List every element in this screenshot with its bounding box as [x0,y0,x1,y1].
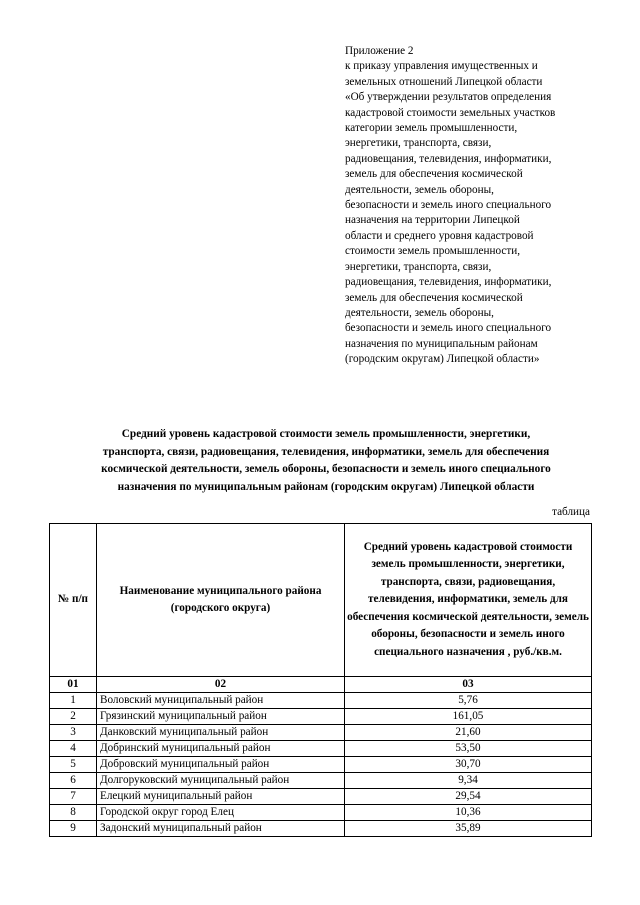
district-name: Елецкий муниципальный район [97,789,345,805]
row-number: 5 [50,757,97,773]
cadastral-value: 30,70 [345,757,592,773]
row-number: 2 [50,709,97,725]
row-number: 4 [50,741,97,757]
title-line: Средний уровень кадастровой стоимости земель промышленности, энергетики, [121,428,531,440]
cadastral-value: 35,89 [345,821,592,837]
appendix-line: радиовещания, телевидения, информатики, [345,276,552,289]
title-line: назначения по муниципальным районам (городским округам) Липецкой области [117,480,535,493]
appendix-line: к приказу управления имущественных и [345,60,538,73]
column-number: 01 [50,677,97,693]
district-name: Городской округ город Елец [97,805,345,821]
appendix-line: (городским округам) Липецкой области» [345,353,540,366]
appendix-line: «Об утверждении результатов определения [345,91,552,104]
appendix-line: земель для обеспечения космической [345,168,523,181]
row-number: 8 [50,805,97,821]
appendix-line: деятельности, земель обороны, [345,306,494,319]
appendix-line: назначения по муниципальным районам [345,337,538,350]
appendix-line: безопасности и земель иного специального [345,322,552,335]
row-number: 7 [50,789,97,805]
header-value: Средний уровень кадастровой стоимости земель промышленности, энергетики, транспорта, связи, радиовещания, телевидения, информатики, земель для обеспечения космической деятельности, земель обороны, безопасности и земель иного специального назначения , руб./кв.м. [345,524,592,677]
district-name: Воловский муниципальный район [97,693,345,709]
cadastral-value: 29,54 [345,789,592,805]
cadastral-value: 161,05 [345,709,592,725]
appendix-line: кадастровой стоимости земельных участков [345,106,556,119]
title-line: транспорта, связи, радиовещания, телевидения, информатики, земель для обеспечения [102,445,550,458]
row-number: 1 [50,693,97,709]
cadastral-value: 10,36 [345,805,592,821]
table-header-row [50,524,592,677]
appendix-line: земель для обеспечения космической [345,291,523,304]
district-name: Долгоруковский муниципальный район [97,773,345,789]
row-number: 6 [50,773,97,789]
appendix-note [345,44,625,368]
cadastral-value: 5,76 [345,693,592,709]
cadastral-value-table [49,523,592,837]
row-number: 9 [50,821,97,837]
appendix-line: категории земель промышленности, [345,122,518,135]
cadastral-value: 53,50 [345,741,592,757]
header-name: Наименование муниципального района (городского округа) [97,524,345,677]
appendix-line: стоимости земель промышленности, [345,245,520,258]
appendix-line: области и среднего уровня кадастровой [345,229,534,242]
table-row [50,805,592,821]
document-title [40,426,612,496]
appendix-line: радиовещания, телевидения, информатики, [345,152,552,165]
table-row [50,709,592,725]
title-line: космической деятельности, земель обороны, безопасности и земель иного специального [101,463,551,475]
appendix-line: деятельности, земель обороны, [345,183,494,196]
table-row [50,741,592,757]
header-num: № п/п [50,524,97,677]
appendix-line: энергетики, транспорта, связи, [345,260,492,273]
cadastral-value: 21,60 [345,725,592,741]
table-row [50,757,592,773]
appendix-line: Приложение 2 [345,45,414,57]
table-row [50,725,592,741]
row-number: 3 [50,725,97,741]
table-row [50,789,592,805]
district-name: Данковский муниципальный район [97,725,345,741]
district-name: Добровский муниципальный район [97,757,345,773]
appendix-line: энергетики, транспорта, связи, [345,137,492,150]
table-label: таблица [552,506,590,518]
table-row [50,693,592,709]
appendix-line: земельных отношений Липецкой области [345,75,543,88]
column-number-row [50,677,592,693]
district-name: Грязинский муниципальный район [97,709,345,725]
table-row [50,773,592,789]
table-row [50,821,592,837]
cadastral-value: 9,34 [345,773,592,789]
district-name: Задонский муниципальный район [97,821,345,837]
district-name: Добринский муниципальный район [97,741,345,757]
appendix-line: безопасности и земель иного специального [345,199,552,212]
appendix-line: назначения на территории Липецкой [345,214,520,227]
column-number: 02 [97,677,345,693]
column-number: 03 [345,677,592,693]
